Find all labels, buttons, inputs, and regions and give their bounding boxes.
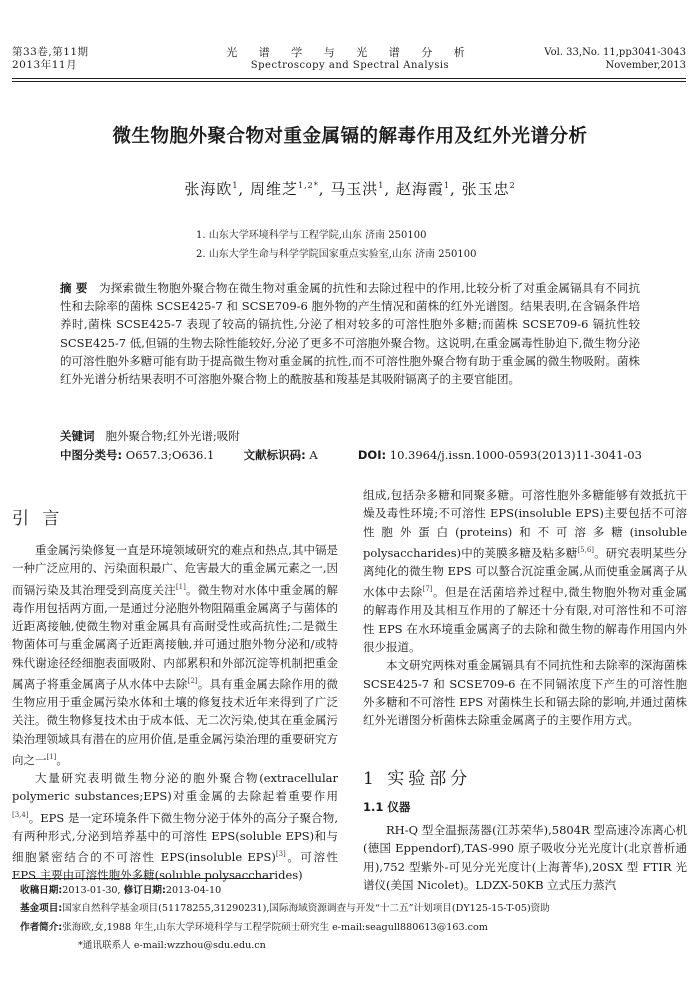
header-rule — [12, 78, 686, 79]
doc-code-label: 文献标识码: — [243, 448, 306, 462]
keywords — [60, 428, 240, 444]
intro-heading: 引 言 — [12, 509, 64, 529]
revised-date: 2013-04-10 — [165, 885, 222, 896]
text: 重金属污染修复一直是环境领域研究的难点和热点,其中镉是一种广泛应用的、污染面积最广、危害最大的重金属元素之一,因而镉污染及其治理受到高度关注 — [12, 543, 338, 597]
right-paragraph-0 — [363, 486, 687, 656]
journal-name-cn: 光 谱 学 与 光 谱 分 析 — [226, 46, 474, 59]
text: 。EPS 是一定环境条件下微生物分泌于体外的高分子聚合物,有两种形式,分泌到培养基中的可溶性 EPS(soluble EPS)和与细胞紧密结合的不可溶性 EPS(insoluble EPS) — [12, 810, 338, 864]
paper-title: 微生物胞外聚合物对重金属镉的解毒作用及红外光谱分析 — [112, 126, 588, 147]
bio-text: 张海欧,女,1988 年生,山东大学环境科学与工程学院硕士研究生 e-mail:seagull880613@163.com — [62, 921, 488, 933]
author-affil: 1 — [378, 181, 385, 190]
citation[interactable]: [5,6] — [577, 545, 595, 554]
received-date: 2013-01-30, — [62, 885, 121, 896]
fund-label: 基金项目: — [20, 903, 63, 915]
affiliation-2: 2. 山东大学生命与科学学院国家重点实验室,山东 济南 250100 — [196, 249, 477, 260]
journal-name-en: Spectroscopy and Spectral Analysis — [250, 60, 450, 71]
text: 。具有重金属去除作用的微生物应用于重金属污染水体和土壤的修复技术近年来得到了广泛关注。微生物修复技术由于成本低、无二次污染,使其在重金属污染治理领域具有潜在的应用价值,是重金属污染治理的重要研究方向之一 — [12, 676, 339, 767]
fund-line — [20, 900, 680, 918]
volume-issue: 第33卷,第11期 — [12, 46, 89, 58]
footnote — [20, 882, 680, 955]
abstract — [60, 279, 640, 388]
author: 张海欧 — [184, 180, 233, 198]
right-paragraph-1: 本文研究两株对重金属镉具有不同抗性和去除率的深海菌株 SCSE425-7 和 SCSE709-6 在不同镉浓度下产生的可溶性胞外多糖和不可溶性 EPS 对菌株生长和镉去除的影响,并通过菌株红外光谱图分析菌株去除重金属离子的主要作用方式。 — [363, 658, 687, 728]
citation[interactable]: [1] — [175, 582, 186, 591]
doi-label: DOI: — [357, 448, 387, 462]
clc-label: 中图分类号: — [60, 448, 123, 462]
right-column — [363, 486, 687, 730]
clc-value: O657.3;O636.1 — [125, 448, 215, 462]
text: 大量研究表明微生物分泌的胞外聚合物(extracellular polymeric substances;EPS)对重金属的去除起着重要作用 — [12, 771, 338, 804]
text: 。微生物对水体中重金属的解毒作用包括两方面,一是通过分泌胞外物阻隔重金属离子与菌体的近距离接触,使微生物对重金属具有高耐受性或高抗性;二是微生物菌体可与重金属离子近距离接触,并可通过胞外物分泌和/或特殊代谢途径经细胞表面吸附、内部累积和外部沉淀等机制把重金属离子将重金属离子从水体中去除 — [12, 582, 338, 691]
keywords-text: 胞外聚合物;红外光谱;吸附 — [105, 429, 240, 443]
publication-date: 2013年11月 — [12, 59, 78, 71]
author-affil: 2 — [509, 181, 516, 190]
text: 。但是在活菌培养过程中,微生物胞外物对重金属的解毒作用及其相互作用的了解还十分有限,对可溶性和不可溶性 EPS 在水环境重金属离子的去除和微生物的解毒作用国内外很少报道。 — [363, 585, 688, 655]
citation[interactable]: [3,4] — [12, 810, 29, 819]
author: 张玉忠 — [461, 180, 510, 198]
citation[interactable]: [3] — [275, 850, 286, 859]
doi-value: 10.3964/j.issn.1000-0593(2013)11-3041-03 — [389, 448, 642, 462]
journal-volume-en — [544, 46, 686, 72]
author: 周维芝 — [249, 180, 298, 198]
dates-line — [20, 882, 680, 900]
instruments-text: RH-Q 型全温振荡器(江苏荣华),5804R 型高速冷冻离心机(德国 Eppendorf),TAS-990 原子吸收分光光度计(北京普析通用),752 型紫外-可见分光光度计(上海菁华),20SX 型 FTIR 光谱仪(美国 Nicolet)。LDZX-50KB 立式压力蒸汽 — [363, 823, 687, 892]
keywords-label: 关键词 — [60, 429, 95, 443]
text: 。可溶性 EPS 主要由可溶性胞外多糖(soluble polysaccharides) — [12, 849, 338, 883]
classification — [60, 447, 660, 463]
author-affil: 1 — [443, 181, 451, 190]
citation[interactable]: [2] — [187, 676, 198, 685]
author: 赵海霞 — [395, 180, 444, 198]
bio-line — [20, 919, 680, 937]
text: 组成,包括杂多糖和同聚多糖。可溶性胞外多糖能够有效抵抗干燥及毒性环境;不可溶性 EPS(insoluble EPS)主要包括不可溶性胞外蛋白(proteins)和不可溶多糖(insoluble polysaccharides)中的荚膜多糖及粘多糖 — [363, 488, 687, 560]
author-affil: 1,2* — [297, 181, 319, 190]
footnote-rule — [12, 878, 272, 879]
citation[interactable]: [1] — [46, 752, 57, 761]
intro-paragraph-2 — [12, 769, 338, 884]
volume-pages-en: Vol. 33,No. 11,pp3041-3043 — [544, 47, 686, 58]
text: 。研究表明某些分离纯化的微生物 EPS 可以螯合沉淀重金属,从而使重金属离子从水体中去除 — [363, 545, 687, 600]
subsection-1-1-heading: 1.1 仪器 — [363, 800, 411, 814]
abstract-label: 摘 要 — [60, 281, 88, 295]
affiliations — [196, 226, 476, 264]
revised-label: 修订日期: — [123, 885, 166, 896]
received-label: 收稿日期: — [20, 885, 63, 896]
author-list: 张海欧$^1$, 周维芝$^{1,2*}$, 马玉洪$^1$, 赵海霞$^1$, 张玉忠$^2$ — [184, 180, 516, 198]
section-1-heading: 1 实验部分 — [363, 769, 472, 789]
abstract-text: 为探索微生物胞外聚合物在微生物对重金属的抗性和去除过程中的作用,比较分析了对重金属镉具有不同抗性和去除率的菌株 SCSE425-7 和 SCSE709-6 胞外物的产生情况和菌株的红外光谱图。结果表明,在含镉条件培养时,菌株 SCSE425-7 表现了较高的镉抗性,分泌了相对较多的可溶性胞外多糖;而菌株 SCSE709-6 镉抗性较 SCSE425-7 低,但镉的生物去除性能较好,分泌了更多不可溶胞外聚合物。这说明,在重金属毒性胁迫下,微生物分泌的可溶性胞外多糖可能有助于提高微生物对重金属的抗性,而不可溶性胞外聚合物有助于重金属的微生物吸附。菌株红外光谱分析结果表明不可溶胞外聚合物上的酰胺基和羧基是其吸附镉离子的主要官能团。 — [60, 281, 640, 387]
doc-code-value: A — [309, 448, 318, 462]
affiliation-1: 1. 山东大学环境科学与工程学院,山东 济南 250100 — [196, 230, 427, 241]
date-en: November,2013 — [605, 60, 686, 71]
bio-label: 作者简介: — [20, 921, 63, 933]
header-rule-2 — [12, 81, 686, 82]
citation[interactable]: [7] — [422, 585, 433, 594]
author-affil: 1 — [232, 181, 239, 190]
fund-text: 国家自然科学基金项目(51178255,31290231),国际海域资源调查与开发“十二五”计划项目(DY125-15-T-05)资助 — [62, 903, 550, 915]
left-column — [12, 541, 338, 884]
author: 马玉洪 — [330, 180, 379, 198]
text: 。 — [56, 752, 68, 767]
intro-paragraph-1 — [12, 541, 338, 769]
corresponding-line: *通讯联系人 e-mail:wzzhou@sdu.edu.cn — [78, 939, 266, 951]
